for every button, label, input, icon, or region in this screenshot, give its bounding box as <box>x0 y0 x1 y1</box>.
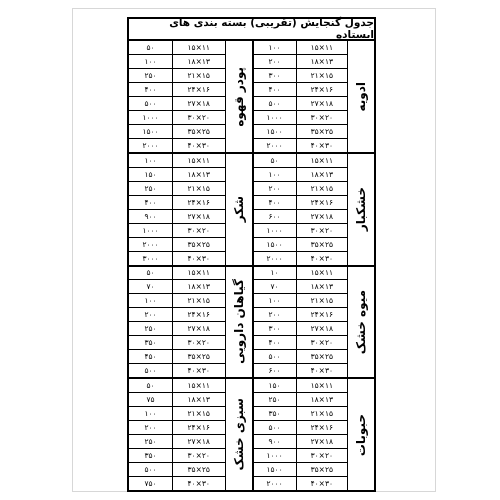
category-label-cell <box>225 267 252 378</box>
quantity-cell: ۳۰۰ <box>268 70 281 80</box>
size-cell: ۱۵×۲۱ <box>296 294 347 307</box>
table-row <box>254 321 348 335</box>
quantity-cell: ۷۵۰ <box>144 479 157 489</box>
table-row <box>254 448 348 462</box>
category-label-cell <box>225 41 252 152</box>
table-row <box>254 392 348 406</box>
table-row <box>129 209 225 223</box>
quantity-cell: ۳۵۰ <box>144 451 157 461</box>
table-row <box>129 82 225 96</box>
quantity-cell: ۹۰۰ <box>268 437 281 447</box>
table-row <box>254 138 348 152</box>
size-cell: ۱۵×۲۱ <box>172 294 225 307</box>
size-cell: ۱۱×۱۵ <box>172 267 225 280</box>
right-column <box>252 41 375 490</box>
table-row <box>129 293 225 307</box>
quantity-cell: ۲۰۰ <box>144 423 157 433</box>
quantity-cell: ۱۰۰۰ <box>142 112 159 122</box>
table-row <box>129 379 225 392</box>
table-row <box>254 209 348 223</box>
size-cell: ۲۰×۳۰ <box>296 224 347 237</box>
size-cell: ۱۳×۱۸ <box>172 168 225 181</box>
table-row <box>254 420 348 434</box>
category-label: میوه خشک <box>354 289 368 354</box>
category-block <box>129 377 252 490</box>
size-cell: ۳۰×۴۰ <box>172 139 225 152</box>
table-row <box>129 392 225 406</box>
size-cell: ۱۸×۲۷ <box>296 210 347 223</box>
quantity-cell: ۷۵ <box>146 395 155 405</box>
table-row <box>254 124 348 138</box>
quantity-cell: ۲۰۰۰ <box>266 253 283 263</box>
size-cell: ۲۵×۳۵ <box>296 463 347 476</box>
size-cell: ۱۳×۱۸ <box>172 393 225 406</box>
table-title: جدول گنجایش (تقریبی) بسته بندی های ایستاده <box>129 19 374 41</box>
quantity-cell: ۲۰۰ <box>144 310 157 320</box>
table-row <box>129 68 225 82</box>
quantity-cell: ۲۰۰۰ <box>142 239 159 249</box>
size-cell: ۱۵×۲۱ <box>172 407 225 420</box>
size-cell: ۲۵×۳۵ <box>172 350 225 363</box>
category-label: پودر قهوه <box>231 66 246 127</box>
size-cell: ۱۵×۲۱ <box>296 69 347 82</box>
size-cell: ۱۵×۲۱ <box>296 182 347 195</box>
size-cell: ۱۵×۲۱ <box>172 69 225 82</box>
size-cell: ۱۳×۱۸ <box>296 393 347 406</box>
category-block <box>254 377 375 490</box>
table-row <box>254 167 348 181</box>
category-rows <box>129 379 225 490</box>
quantity-cell: ۱۰۰ <box>144 296 157 306</box>
quantity-cell: ۲۰۰۰ <box>266 479 283 489</box>
size-cell: ۱۶×۲۴ <box>172 308 225 321</box>
table-row <box>254 335 348 349</box>
size-cell: ۱۶×۲۴ <box>296 421 347 434</box>
size-cell: ۲۵×۳۵ <box>172 238 225 251</box>
category-label: سبزی خشک <box>231 398 246 471</box>
table-row <box>254 41 348 54</box>
size-cell: ۱۱×۱۵ <box>172 41 225 54</box>
size-cell: ۳۰×۴۰ <box>172 364 225 377</box>
size-cell: ۲۵×۳۵ <box>296 125 347 138</box>
table-row <box>129 349 225 363</box>
table-row <box>129 110 225 124</box>
size-cell: ۱۸×۲۷ <box>172 97 225 110</box>
size-cell: ۱۶×۲۴ <box>172 83 225 96</box>
table-row <box>129 96 225 110</box>
table-row <box>129 476 225 490</box>
quantity-cell: ۲۵۰ <box>144 437 157 447</box>
category-rows <box>129 41 225 152</box>
table-row <box>254 379 348 392</box>
category-label: حبوبات <box>354 413 368 456</box>
size-cell: ۱۸×۲۷ <box>172 435 225 448</box>
size-cell: ۲۰×۳۰ <box>296 111 347 124</box>
size-cell: ۲۵×۳۵ <box>172 463 225 476</box>
category-label: گیاهان دارویی <box>231 279 246 365</box>
size-cell: ۳۰×۴۰ <box>296 364 347 377</box>
quantity-cell: ۵۰ <box>146 42 155 52</box>
size-cell: ۱۸×۲۷ <box>172 210 225 223</box>
category-label-cell <box>347 154 374 265</box>
quantity-cell: ۵۰ <box>270 155 279 165</box>
quantity-cell: ۷۰ <box>270 282 279 292</box>
quantity-cell: ۱۰۰ <box>144 409 157 419</box>
quantity-cell: ۴۰۰ <box>268 197 281 207</box>
table-row <box>254 293 348 307</box>
table-row <box>254 349 348 363</box>
table-row <box>129 181 225 195</box>
table-body <box>129 41 374 490</box>
quantity-cell: ۵۰ <box>146 268 155 278</box>
category-block <box>129 265 252 378</box>
category-rows <box>254 267 348 378</box>
category-label-cell <box>225 379 252 490</box>
left-column <box>129 41 252 490</box>
quantity-cell: ۴۵۰ <box>144 352 157 362</box>
quantity-cell: ۱۰۰ <box>268 296 281 306</box>
quantity-cell: ۹۰۰ <box>144 211 157 221</box>
quantity-cell: ۱۵۰ <box>144 169 157 179</box>
quantity-cell: ۱۰۰ <box>268 169 281 179</box>
size-cell: ۳۰×۴۰ <box>172 477 225 490</box>
quantity-cell: ۱۰۰ <box>268 42 281 52</box>
table-row <box>129 321 225 335</box>
table-row <box>129 154 225 167</box>
quantity-cell: ۲۰۰ <box>268 310 281 320</box>
quantity-cell: ۵۰ <box>146 381 155 391</box>
category-rows <box>254 379 348 490</box>
table-row <box>129 251 225 265</box>
quantity-cell: ۱۰۰ <box>144 56 157 66</box>
size-cell: ۲۰×۳۰ <box>296 449 347 462</box>
category-label-cell <box>225 154 252 265</box>
quantity-cell: ۷۰ <box>146 282 155 292</box>
size-cell: ۱۵×۲۱ <box>172 182 225 195</box>
size-cell: ۱۱×۱۵ <box>296 267 347 280</box>
quantity-cell: ۲۰۰ <box>268 56 281 66</box>
quantity-cell: ۱۵۰ <box>268 381 281 391</box>
table-row <box>129 307 225 321</box>
quantity-cell: ۴۰۰ <box>268 84 281 94</box>
size-cell: ۲۰×۳۰ <box>172 449 225 462</box>
table-row <box>254 154 348 167</box>
table-row <box>254 68 348 82</box>
category-label: خشکبار <box>354 187 368 232</box>
size-cell: ۱۳×۱۸ <box>296 168 347 181</box>
size-cell: ۲۵×۳۵ <box>296 350 347 363</box>
category-block <box>254 265 375 378</box>
table-row <box>129 279 225 293</box>
table-row <box>254 406 348 420</box>
size-cell: ۳۰×۴۰ <box>172 252 225 265</box>
quantity-cell: ۴۰۰ <box>144 84 157 94</box>
quantity-cell: ۲۵۰ <box>144 70 157 80</box>
size-cell: ۱۶×۲۴ <box>296 196 347 209</box>
quantity-cell: ۵۰۰ <box>144 465 157 475</box>
table-row <box>254 279 348 293</box>
quantity-cell: ۳۰۰۰ <box>142 253 159 263</box>
table-row <box>129 237 225 251</box>
quantity-cell: ۵۰۰ <box>268 352 281 362</box>
quantity-cell: ۲۵۰ <box>268 395 281 405</box>
size-cell: ۲۰×۳۰ <box>172 224 225 237</box>
quantity-cell: ۱۰۰ <box>144 155 157 165</box>
category-rows <box>129 267 225 378</box>
table-row <box>254 82 348 96</box>
size-cell: ۱۸×۲۷ <box>296 322 347 335</box>
table-row <box>129 462 225 476</box>
quantity-cell: ۱۵۰۰ <box>266 465 283 475</box>
table-row <box>254 476 348 490</box>
quantity-cell: ۴۰۰ <box>268 338 281 348</box>
table-row <box>129 335 225 349</box>
size-cell: ۱۵×۲۱ <box>296 407 347 420</box>
table-row <box>129 420 225 434</box>
table-row <box>254 181 348 195</box>
quantity-cell: ۲۵۰ <box>144 183 157 193</box>
category-label-cell <box>347 267 374 378</box>
quantity-cell: ۳۰۰ <box>268 324 281 334</box>
size-cell: ۳۰×۴۰ <box>296 252 347 265</box>
table-row <box>254 462 348 476</box>
table-row <box>129 138 225 152</box>
size-cell: ۲۰×۳۰ <box>172 336 225 349</box>
table-row <box>129 223 225 237</box>
quantity-cell: ۱۵۰۰ <box>266 239 283 249</box>
size-cell: ۱۳×۱۸ <box>296 55 347 68</box>
category-label-cell <box>347 41 374 152</box>
size-cell: ۱۱×۱۵ <box>296 379 347 392</box>
table-row <box>129 167 225 181</box>
table-row <box>254 237 348 251</box>
size-cell: ۳۰×۴۰ <box>296 477 347 490</box>
table-row <box>129 54 225 68</box>
size-cell: ۱۳×۱۸ <box>296 280 347 293</box>
category-block <box>129 41 252 152</box>
category-rows <box>254 154 348 265</box>
size-cell: ۲۰×۳۰ <box>172 111 225 124</box>
size-cell: ۱۳×۱۸ <box>172 55 225 68</box>
table-row <box>254 251 348 265</box>
size-cell: ۱۸×۲۷ <box>172 322 225 335</box>
category-label: شکر <box>231 196 246 223</box>
size-cell: ۱۶×۲۴ <box>172 196 225 209</box>
size-cell: ۲۰×۳۰ <box>296 336 347 349</box>
quantity-cell: ۱۵۰۰ <box>266 126 283 136</box>
quantity-cell: ۵۰۰ <box>144 366 157 376</box>
category-label-cell <box>347 379 374 490</box>
size-cell: ۱۶×۲۴ <box>172 421 225 434</box>
quantity-cell: ۵۰۰ <box>144 98 157 108</box>
table-row <box>254 96 348 110</box>
quantity-cell: ۲۵۰ <box>144 324 157 334</box>
size-cell: ۳۰×۴۰ <box>296 139 347 152</box>
table-row <box>129 195 225 209</box>
size-cell: ۱۶×۲۴ <box>296 308 347 321</box>
table-row <box>254 267 348 280</box>
quantity-cell: ۵۰۰ <box>268 423 281 433</box>
quantity-cell: ۱۰۰۰ <box>142 225 159 235</box>
category-block <box>254 152 375 265</box>
size-cell: ۲۵×۳۵ <box>172 125 225 138</box>
size-cell: ۱۸×۲۷ <box>296 435 347 448</box>
quantity-cell: ۲۰۰ <box>268 183 281 193</box>
table-row <box>129 267 225 280</box>
table-row <box>254 54 348 68</box>
category-block <box>254 41 375 152</box>
table-row <box>129 448 225 462</box>
quantity-cell: ۱۵۰۰ <box>142 126 159 136</box>
quantity-cell: ۳۵۰ <box>144 338 157 348</box>
table-row <box>129 434 225 448</box>
table-row <box>129 406 225 420</box>
table-row <box>129 363 225 377</box>
capacity-table <box>127 17 376 492</box>
table-row <box>254 223 348 237</box>
category-rows <box>254 41 348 152</box>
quantity-cell: ۱۰۰۰ <box>266 225 283 235</box>
quantity-cell: ۲۰۰۰ <box>266 140 283 150</box>
table-row <box>254 195 348 209</box>
table-row <box>129 41 225 54</box>
size-cell: ۱۶×۲۴ <box>296 83 347 96</box>
quantity-cell: ۱۰۰۰ <box>266 451 283 461</box>
size-cell: ۱۱×۱۵ <box>296 41 347 54</box>
size-cell: ۱۳×۱۸ <box>172 280 225 293</box>
category-label: ادویه <box>354 81 368 112</box>
table-row <box>129 124 225 138</box>
size-cell: ۱۱×۱۵ <box>172 379 225 392</box>
quantity-cell: ۴۰۰ <box>144 197 157 207</box>
size-cell: ۱۱×۱۵ <box>172 154 225 167</box>
size-cell: ۲۵×۳۵ <box>296 238 347 251</box>
category-rows <box>129 154 225 265</box>
quantity-cell: ۶۰۰ <box>268 366 281 376</box>
quantity-cell: ۲۰۰۰ <box>142 140 159 150</box>
table-row <box>254 307 348 321</box>
quantity-cell: ۱۰۰۰ <box>266 112 283 122</box>
quantity-cell: ۶۰۰ <box>268 211 281 221</box>
category-block <box>129 152 252 265</box>
size-cell: ۱۸×۲۷ <box>296 97 347 110</box>
table-row <box>254 434 348 448</box>
quantity-cell: ۱۰ <box>270 268 279 278</box>
table-row <box>254 110 348 124</box>
quantity-cell: ۳۵۰ <box>268 409 281 419</box>
quantity-cell: ۵۰۰ <box>268 98 281 108</box>
size-cell: ۱۱×۱۵ <box>296 154 347 167</box>
table-row <box>254 363 348 377</box>
